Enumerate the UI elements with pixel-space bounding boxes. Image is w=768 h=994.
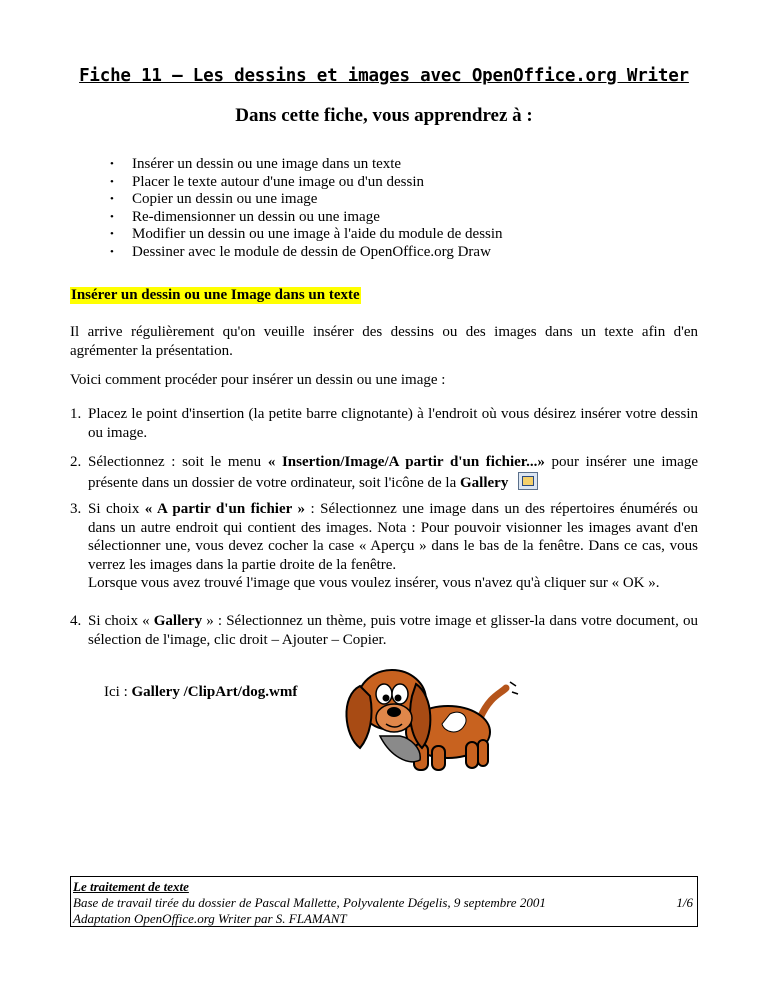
page-subtitle: Dans cette fiche, vous apprendrez à : [235, 105, 533, 126]
gallery-icon [518, 472, 538, 490]
page-number: 1/6 [676, 895, 693, 910]
list-item: • Copier un dessin ou une image [110, 191, 318, 207]
page-footer [70, 876, 698, 927]
step-1: 1. Placez le point d'insertion (la petite barre clignotante) à l'endroit où vous désirez insérer votre dessin ou image. [70, 406, 698, 441]
section-heading: Insérer un dessin ou une Image dans un texte [71, 287, 360, 303]
intro-paragraph: Il arrive régulièrement qu'on veuille insérer des dessins ou des images dans un texte afin d'en agrémenter la présentation. [70, 324, 698, 359]
list-item: • Insérer un dessin ou une image dans un texte [110, 156, 402, 172]
dog-clipart [330, 656, 520, 776]
list-item: • Re-dimensionner un dessin ou une image [110, 208, 380, 225]
clipart-caption: Ici : Gallery /ClipArt/dog.wmf [104, 684, 298, 700]
list-item: • Dessiner avec le module de dessin de OpenOffice.org Draw [110, 243, 491, 260]
step-2: 2. Sélectionnez : soit le menu « Insertion/Image/A partir d'un fichier...» pour insérer une image présente dans un dossier de votre ordinateur, soit l'icône de la Gallery [70, 454, 698, 491]
list-item: • Placer le texte autour d'une image ou d'un dessin [110, 173, 424, 190]
step-4: 4. Si choix « Gallery » : Sélectionnez un thème, puis votre image et glisser-la dans votre document, ou sélection de l'image, clic droit – Ajouter – Copier. [70, 613, 698, 648]
list-item: • Modifier un dessin ou une image à l'aide du module de dessin [110, 226, 503, 242]
footer-source: Base de travail tirée du dossier de Pascal Mallette, Polyvalente Dégelis, 9 septembre 2001 [73, 895, 546, 910]
howto-paragraph: Voici comment procéder pour insérer un dessin ou une image : [70, 372, 446, 388]
page-title: Fiche 11 – Les dessins et images avec OpenOffice.org Writer [79, 66, 689, 86]
footer-adaptation: Adaptation OpenOffice.org Writer par S. FLAMANT [73, 911, 347, 926]
footer-course-title: Le traitement de texte [73, 879, 189, 894]
objectives-list [104, 156, 503, 261]
step-3: 3. Si choix « A partir d'un fichier » : Sélectionnez une image dans un des répertoires énumérés ou dans un autre endroit qui contient des images. Nota : Pour pouvoir visionner les images avant d'en sélectionner une, vous devez cocher la case « Aperçu » dans le bas de la fenêtre. Dans ce cas, vous verrez les images dans la partie droite de la fenêtre. Lorsque vous avez trouvé l'image que vous voulez insérer, vous n'avez qu'à cliquer sur « OK ». [70, 501, 699, 591]
